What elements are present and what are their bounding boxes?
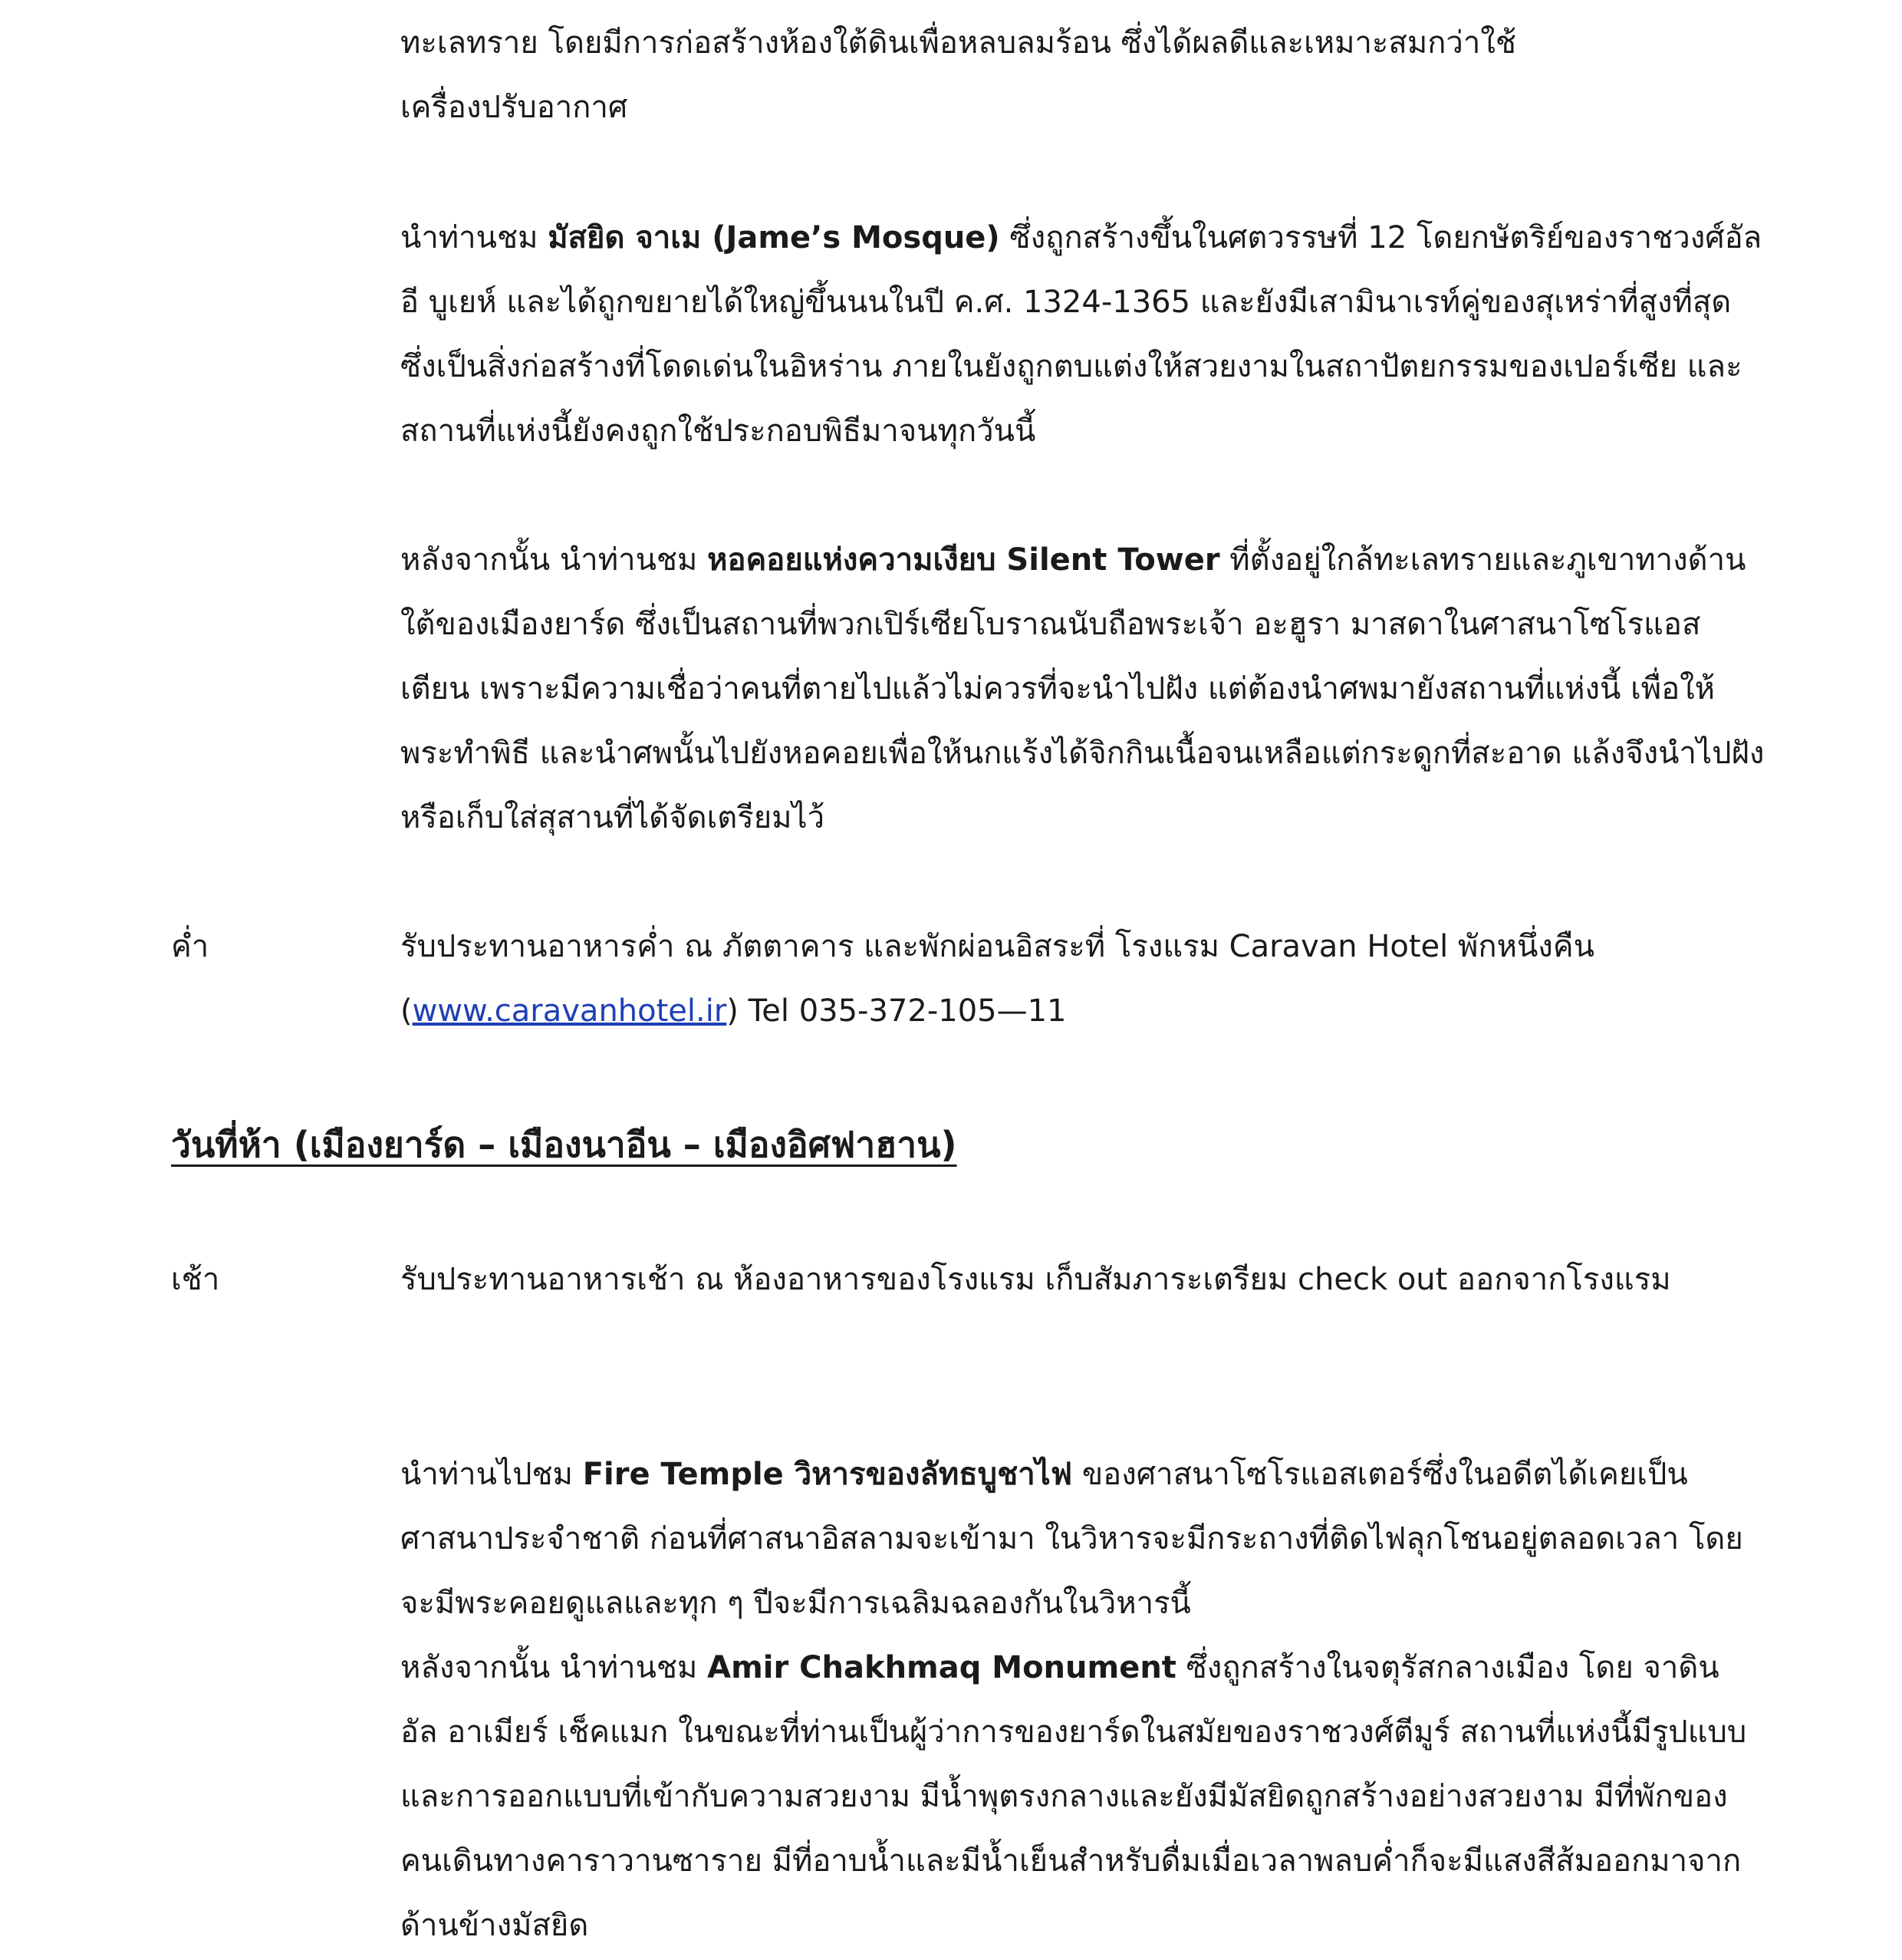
dinner-paragraph <box>400 914 1765 1043</box>
dinner-label: ค่ำ <box>171 929 209 964</box>
fire-temple-name: Fire Temple วิหารของลัทธบูชาไฟ <box>582 1457 1073 1492</box>
day-five-heading: วันที่ห้า (เมืองยาร์ด – เมืองนาอีน – เมืองอิศฟาฮาน) <box>171 1124 957 1165</box>
intro-line-2: เครื่องปรับอากาศ <box>400 90 628 125</box>
monument-paragraph <box>400 1636 1765 1958</box>
tower-lead: หลังจากนั้น นำท่านชม <box>400 542 708 578</box>
morning-paragraph <box>400 1247 1765 1312</box>
monument-text: ซึ่งถูกสร้างในจตุรัสกลางเมือง โดย จาดิน อัล อาเมียร์ เช็คแมก ในขณะที่ท่านเป็นผู้ว่าการของยาร์ดในสมัยของราชวงศ์ตีมูร์ สถานที่แห่งนี้มีรูปแบบและการออกแบบที่เข้ากับความสวยงาม มีน้ำพุตรงกลางและยังมีมัสยิดถูกสร้างอย่างสวยงาม มีที่พักของคนเดินทางคาราวานซาราย มีที่อาบน้ำและมีน้ำเย็นสำหรับดื่มเมื่อเวลาพลบค่ำก็จะมีแสงสีส้มออกมาจากด้านข้างมัสยิด <box>400 1650 1747 1943</box>
mosque-text: ซึ่งถูกสร้างขึ้นในศตวรรษที่ 12 โดยกษัตริย์ของราชวงศ์อัล อี บูเยห์ และได้ถูกขยายได้ใหญ่ขึ้นนนในปี ค.ศ. 1324-1365 และยังมีเสามินาเรท์คู่ของสุเหร่าที่สูงที่สุด ซึ่งเป็นสิ่งก่อสร้างที่โดดเด่นในอิหร่าน ภายในยังถูกตบแต่งให้สวยงามในสถาปัตยกรรมของเปอร์เซีย และสถานที่แห่งนี้ยังคงถูกใช้ประกอบพิธีมาจนทุกวันนี้ <box>400 220 1762 449</box>
morning-label: เช้า <box>171 1262 220 1297</box>
mosque-lead: นำท่านชม <box>400 220 548 255</box>
hotel-website-link[interactable]: www.caravanhotel.ir <box>412 993 727 1029</box>
intro-line-1: ทะเลทราย โดยมีการก่อสร้างห้องใต้ดินเพื่อหลบลมร้อน ซึ่งได้ผลดีและเหมาะสมกว่าใช้ <box>400 25 1517 61</box>
tower-text: ที่ตั้งอยู่ใกล้ทะเลทรายและภูเขาทางด้านใต้ของเมืองยาร์ด ซึ่งเป็นสถานที่พวกเปิร์เซียโบราณนับถือพระเจ้า อะฮูรา มาสดาในศาสนาโซโรแอสเตียน เพราะมีความเชื่อว่าคนที่ตายไปแล้วไม่ควรที่จะนำไปฝัง แต่ต้องนำศพมายังสถานที่แห่งนี้ เพื่อให้พระทำพิธี และนำศพนั้นไปยังหอคอยเพื่อให้นกแร้งได้จิกกินเนื้อจนเหลือแต่กระดูกที่สะอาด แล้งจึงนำไปฝังหรือเก็บใส่สุสานที่ได้จัดเตรียมไว้ <box>400 542 1765 835</box>
mosque-name: มัสยิด จาเม (Jame’s Mosque) <box>548 220 1000 255</box>
dinner-tel: ) Tel 035-372-105—11 <box>726 993 1067 1029</box>
monument-lead: หลังจากนั้น นำท่านชม <box>400 1650 708 1685</box>
mosque-paragraph <box>400 206 1765 463</box>
monument-name: Amir Chakhmaq Monument <box>707 1650 1176 1685</box>
fire-temple-text: ของศาสนาโซโรแอสเตอร์ซึ่งในอดีตได้เคยเป็นศาสนาประจำชาติ ก่อนที่ศาสนาอิสลามจะเข้ามา ในวิหารจะมีกระถางที่ติดไฟลุกโชนอยู่ตลอดเวลา โดยจะมีพระคอยดูแลและทุก ๆ ปีจะมีการเฉลิมฉลองกันในวิหารนี้ <box>400 1457 1743 1621</box>
tower-name: หอคอยแห่งความเงียบ Silent Tower <box>707 542 1220 578</box>
intro-paragraph <box>400 11 1765 140</box>
morning-text: รับประทานอาหารเช้า ณ ห้องอาหารของโรงแรม เก็บสัมภาระเตรียม check out ออกจากโรงแรม <box>400 1262 1671 1297</box>
dinner-paren: ( <box>400 993 413 1029</box>
tower-paragraph <box>400 528 1765 850</box>
dinner-text: รับประทานอาหารค่ำ ณ ภัตตาคาร และพักผ่อนอิสระที่ โรงแรม Caravan Hotel พักหนึ่งคืน <box>400 929 1594 964</box>
fire-temple-paragraph <box>400 1442 1765 1636</box>
fire-temple-lead: นำท่านไปชม <box>400 1457 583 1492</box>
